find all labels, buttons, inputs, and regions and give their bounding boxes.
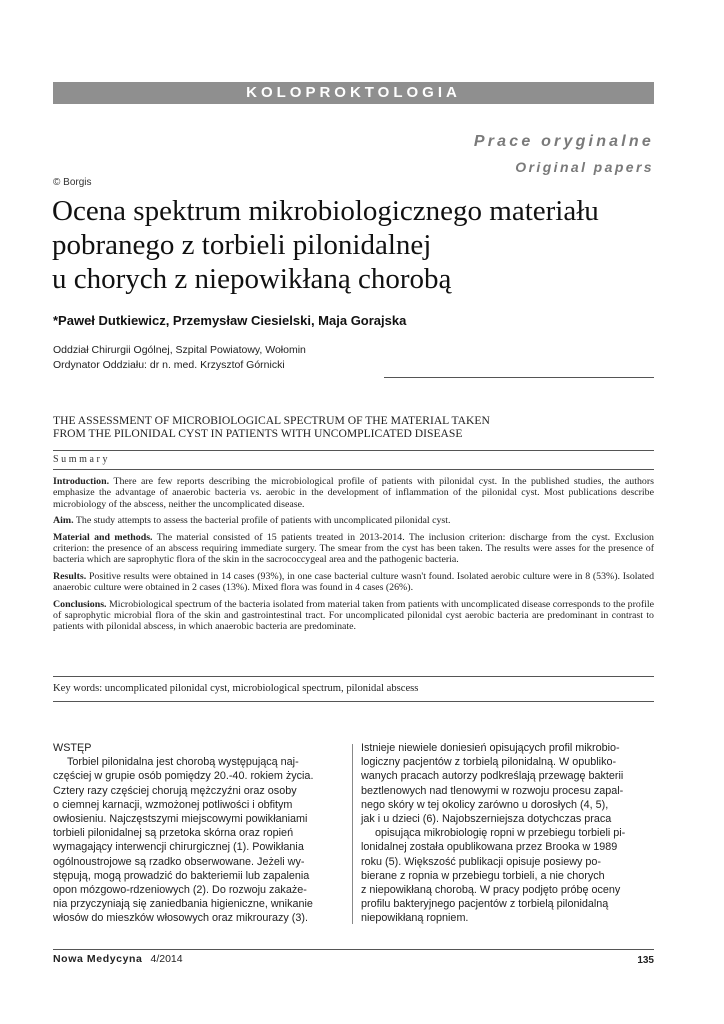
journal-name: Nowa Medycyna <box>53 953 143 965</box>
affiliation <box>53 343 306 373</box>
affiliation-line: Oddział Chirurgii Ogólnej, Szpital Powiatowy, Wołomin <box>53 344 306 356</box>
summary-text: There are few reports describing the microbiological profile of patients with pilonidal cyst. In the published studies, the authors emphasize the advantage of anaerobic bacteria vs. aerobic in the development of inflammation of the pilonidal cyst. Most publications describe microbiology of the abscess, neither the uncomplicated disease. <box>53 476 654 510</box>
body-line: z niepowikłaną chorobą. W pracy podjęto próbę oceny <box>361 884 621 897</box>
body-line: jak i u dzieci (6). Najobszerniejsza dotychczas praca <box>361 813 612 826</box>
body-line: roku (5). Większość publikacji opisuje posiewy po- <box>361 855 602 868</box>
keywords: Key words: uncomplicated pilonidal cyst, microbiological spectrum, pilonidal abscess <box>53 683 419 694</box>
section-heading: WSTĘP <box>53 742 92 754</box>
body-line: profilu bakteryjnego pacjentów z torbielą pilonidalną <box>361 898 609 911</box>
body-line: owłosieniu. Najczęstszymi miejscowymi powikłaniami <box>53 813 308 826</box>
english-title-line: FROM THE PILONIDAL CYST IN PATIENTS WITH UNCOMPLICATED DISEASE <box>53 427 463 440</box>
authors: *Paweł Dutkiewicz, Przemysław Ciesielski, Maja Gorajska <box>53 313 407 328</box>
summary-methods <box>53 532 654 566</box>
summary-heading: Summary <box>53 454 111 465</box>
body-column-left <box>53 741 346 926</box>
summary-label-methods: Material and methods. <box>53 531 153 543</box>
copyright-notice: © Borgis <box>53 177 92 188</box>
category-polish: Prace oryginalne <box>473 133 654 150</box>
summary-body <box>53 476 654 638</box>
summary-text: The study attempts to assess the bacterial profile of patients with uncomplicated pilonidal cyst. <box>75 515 451 527</box>
affiliation-line: Ordynator Oddziału: dr n. med. Krzysztof Górnicki <box>53 359 285 371</box>
footer-rule <box>53 949 654 950</box>
body-line: Torbiel pilonidalna jest chorobą występującą naj- <box>67 756 299 769</box>
body-line: wymagający interwencji chirurgicznej (1). Powikłania <box>53 841 304 854</box>
divider <box>53 701 654 702</box>
body-line: torbieli pilonidalnej są przetoka skórna oraz ropień <box>53 827 294 840</box>
title-line: u chorych z niepowikłaną chorobą <box>52 263 452 295</box>
column-divider <box>352 744 353 924</box>
article-title <box>52 194 672 296</box>
body-line: beztlenowych nad tlenowymi w rozwoju procesu zapal- <box>361 784 624 797</box>
summary-aim <box>53 515 654 526</box>
page-number: 135 <box>637 955 654 966</box>
divider <box>53 676 654 677</box>
body-line: bierane z ropnia w przebiegu torbieli, a nie chorych <box>361 869 605 882</box>
body-line: częściej w grupie osób pomiędzy 20.-40. rokiem życia. <box>53 770 314 783</box>
summary-conclusions <box>53 599 654 633</box>
section-banner: KOLOPROKTOLOGIA <box>53 82 654 104</box>
english-title-line: THE ASSESSMENT OF MICROBIOLOGICAL SPECTRUM OF THE MATERIAL TAKEN <box>53 414 490 427</box>
summary-label-introduction: Introduction. <box>53 476 110 487</box>
body-line: ogólnoustrojowe są rzadko obserwowane. Jeżeli wy- <box>53 855 305 868</box>
body-line: niepowikłaną ropniem. <box>361 912 469 925</box>
body-line: nego skóry w tej okolicy zarówno u dorosłych (4, 5), <box>361 798 609 811</box>
body-line: opisująca mikrobiologię ropni w przebiegu torbieli pi- <box>375 827 626 840</box>
body-column-right <box>361 741 654 926</box>
summary-text: Positive results were obtained in 14 cases (93%), in one case bacterial culture wasn't found. Isolated aerobic culture were in 8 (53%). Isolated anaerobic culture were obtained in 2 cases (13%). Mixed flora was found in 4 cases (26%). <box>53 570 655 594</box>
footer-journal <box>53 953 183 965</box>
summary-introduction <box>53 476 654 510</box>
summary-text: The material consisted of 15 patients treated in 2013-2014. The inclusion criterion: discharge from the cyst. Exclusion criterion: the presence of an abscess requiring immediate surgery. The smear from the cyst has been taken. The results were asses for the presence of bacteria which are saprophytic flora of the skin in the sacrococcygeal area and the pathogenic bacteria. <box>53 531 654 566</box>
journal-issue: 4/2014 <box>150 953 183 965</box>
body-line: wanych pracach autorzy podkreślają przewagę bakterii <box>361 770 624 783</box>
divider <box>384 377 654 378</box>
body-line: nia przyczyniają się zaniedbania higieniczne, wnikanie <box>53 898 313 911</box>
summary-label-conclusions: Conclusions. <box>53 598 107 610</box>
divider <box>53 450 654 451</box>
summary-label-aim: Aim. <box>53 515 74 527</box>
body-line: włosów do mieszków włosowych oraz mikrourazy (3). <box>53 912 308 925</box>
summary-text: Microbiological spectrum of the bacteria isolated from material taken from patients with uncomplicated disease corresponds to the profile of saprophytic microbial flora of the skin and gastrointestinal tract. For uncomplicated pilonidal cyst aerobic bacteria are predominant in contrast to patients with pilonidal abscess, in which anaerobic bacteria are predominate. <box>53 598 654 633</box>
title-line: pobranego z torbieli pilonidalnej <box>52 229 432 261</box>
body-line: lonidalnej została opublikowana przez Brooka w 1989 <box>361 841 618 854</box>
body-line: logiczny pacjentów z torbielą pilonidalną. W opubliko- <box>361 756 617 769</box>
body-line: Istnieje niewiele doniesień opisujących profil mikrobio- <box>361 742 620 754</box>
body-line: Cztery razy częściej chorują mężczyźni oraz osoby <box>53 784 297 797</box>
body-line: stępują, mogą prowadzić do bakteriemii lub zapalenia <box>53 869 310 882</box>
summary-label-results: Results. <box>53 570 87 582</box>
summary-results <box>53 571 654 594</box>
english-title <box>53 414 663 440</box>
category-english: Original papers <box>515 159 654 175</box>
divider <box>53 469 654 470</box>
title-line: Ocena spektrum mikrobiologicznego materiału <box>52 195 599 227</box>
body-line: o ciemnej karnacji, wzmożonej potliwości i obfitym <box>53 798 293 811</box>
body-line: opon mózgowo-rdzeniowych (2). Do rozwoju zakaże- <box>53 884 307 897</box>
